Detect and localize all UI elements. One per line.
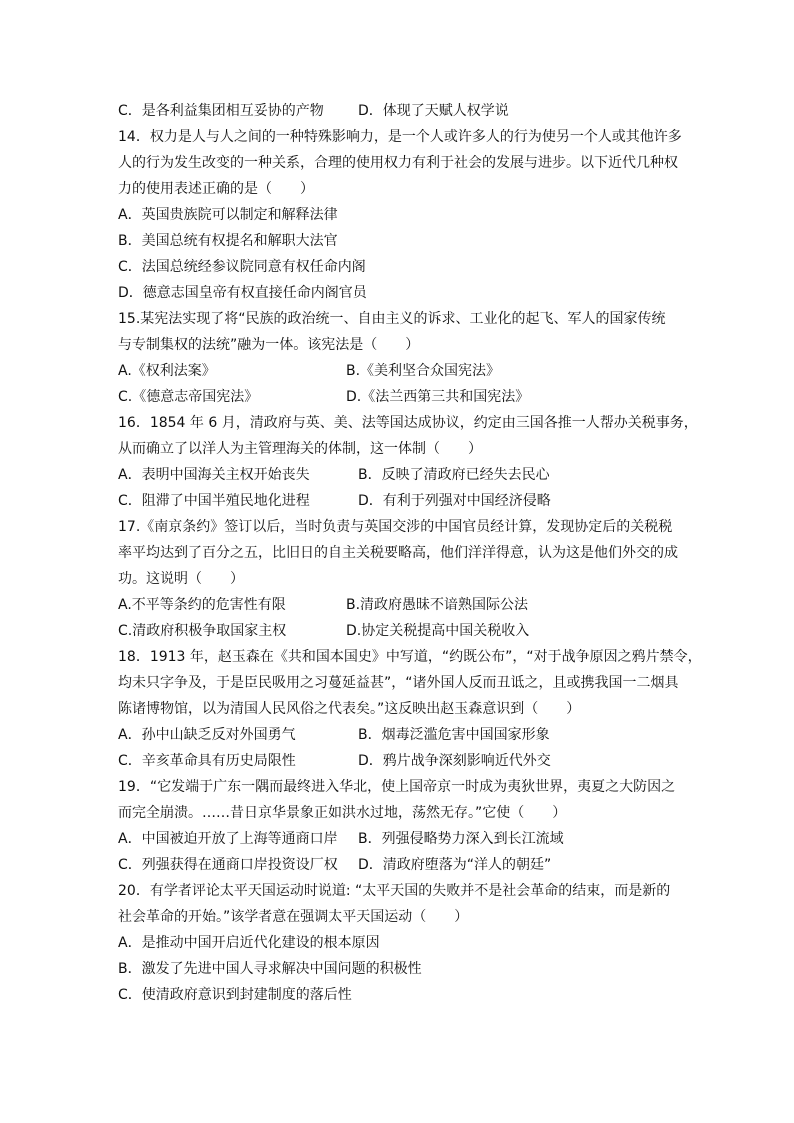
option: D.《法兰西第三共和国宪法》 — [346, 389, 530, 405]
option-row — [118, 826, 678, 852]
option: D．清政府堕落为“洋人的朝廷” — [358, 857, 552, 873]
question-stem-line: 19．“它发端于广东一隅而最终进入华北，使上国帝京一时成为夷狄世界，夷夏之大防因之 — [118, 779, 676, 795]
option-row — [118, 462, 678, 488]
question-stem-line: 18．1913 年，赵玉森在《共和国本国史》中写道，“约既公布”，“对于战争原因之鸦片禁令， — [118, 649, 702, 665]
option: D．德意志国皇帝有权直接任命内阁官员 — [118, 285, 367, 301]
option-c: C．是各利益集团相互妥协的产物 — [118, 103, 324, 119]
question-stem-line: 15.某宪法实现了将“民族的政治统一、自由主义的诉求、工业化的起飞、军人的国家传统 — [118, 311, 666, 327]
option: D．有利于列强对中国经济侵略 — [358, 493, 551, 509]
option: A．中国被迫开放了上海等通商口岸 — [118, 831, 338, 847]
question-stem-line: 均未只字争及，于是臣民吸用之习蔓延益甚”，“诸外国人反而丑诋之，且或携我国一二烟具 — [118, 675, 679, 691]
option-row — [118, 748, 678, 774]
option-row — [118, 956, 678, 982]
question-q18 — [118, 644, 702, 774]
option: A．表明中国海关主权开始丧失 — [118, 467, 310, 483]
option: B．列强侵略势力深入到长江流域 — [358, 831, 564, 847]
option: A．孙中山缺乏反对外国勇气 — [118, 727, 296, 743]
option-row — [118, 722, 678, 748]
question-stem-line: 20．有学者评论太平天国运动时说道: “太平天国的失败并不是社会革命的结束，而是新的 — [118, 883, 671, 899]
option-d: D．体现了天赋人权学说 — [358, 103, 509, 119]
question-q20 — [118, 878, 678, 1008]
option-row — [118, 592, 678, 618]
question-q17 — [118, 514, 678, 644]
option: A.《权利法案》 — [118, 363, 216, 379]
question-stem-line: 从而确立了以洋人为主管理海关的体制，这一体制（ ） — [118, 441, 482, 457]
option: A.不平等条约的危害性有限 — [118, 597, 286, 613]
option: C.清政府积极争取国家主权 — [118, 623, 287, 639]
option: B．美国总统有权提名和解职大法官 — [118, 233, 338, 249]
page-content — [118, 98, 702, 1008]
question-stem-line: 而完全崩溃。……昔日京华景象正如洪水过地，荡然无存。”它使（ ） — [118, 805, 567, 821]
question-stem-line: 14．权力是人与人之间的一种特殊影响力，是一个人或许多人的行为使另一个人或其他许多 — [118, 129, 682, 145]
option-row — [118, 488, 678, 514]
option: A．是推动中国开启近代化建设的根本原因 — [118, 935, 380, 951]
option-row — [118, 982, 678, 1008]
option-row — [118, 618, 678, 644]
question-stem-line: 率平均达到了百分之五，比旧日的自主关税要略高，他们洋洋得意，认为这是他们外交的成 — [118, 545, 678, 561]
option: C．法国总统经参议院同意有权任命内阁 — [118, 259, 366, 275]
option: D．鸦片战争深刻影响近代外交 — [358, 753, 551, 769]
option-row — [118, 280, 678, 306]
option-row — [118, 254, 678, 280]
option: C．辛亥革命具有历史局限性 — [118, 753, 296, 769]
prev-options-row — [118, 98, 678, 124]
question-q16 — [118, 410, 698, 514]
question-stem-line: 社会革命的开始。”该学者意在强调太平天国运动（ ） — [118, 909, 469, 925]
option: C.《德意志帝国宪法》 — [118, 389, 259, 405]
option: B．烟毒泛滥危害中国国家形象 — [358, 727, 550, 743]
option-row — [118, 930, 678, 956]
question-q19 — [118, 774, 678, 878]
option: B．激发了先进中国人寻求解决中国问题的积极性 — [118, 961, 422, 977]
question-stem-line: 力的使用表述正确的是（ ） — [118, 181, 314, 197]
question-stem-line: 与专制集权的法统”融为一体。该宪法是（ ） — [118, 337, 420, 353]
option: C．使清政府意识到封建制度的落后性 — [118, 987, 352, 1003]
option: A．英国贵族院可以制定和解释法律 — [118, 207, 338, 223]
option-row — [118, 358, 678, 384]
question-stem-line: 功。这说明（ ） — [118, 571, 244, 587]
question-stem-line: 陈诸博物馆，以为清国人民风俗之代表矣。”这反映出赵玉森意识到（ ） — [118, 701, 581, 717]
question-stem-line: 人的行为发生改变的一种关系，合理的使用权力有利于社会的发展与进步。以下近代几种权 — [118, 155, 678, 171]
option: B．反映了清政府已经失去民心 — [358, 467, 550, 483]
question-stem-line: 16．1854 年 6 月，清政府与英、美、法等国达成协议，约定由三国各推一人帮办关税事务， — [118, 415, 698, 431]
option-row — [118, 852, 678, 878]
option: C．阻滞了中国半殖民地化进程 — [118, 493, 310, 509]
option: B.《美利坚合众国宪法》 — [346, 363, 501, 379]
option-row — [118, 384, 678, 410]
question-q14 — [118, 124, 682, 306]
option-row — [118, 228, 678, 254]
option: B.清政府愚昧不谙熟国际公法 — [346, 597, 529, 613]
question-q15 — [118, 306, 678, 410]
question-stem-line: 17.《南京条约》签订以后，当时负责与英国交涉的中国官员经计算，发现协定后的关税税 — [118, 519, 673, 535]
option: C．列强获得在通商口岸投资设厂权 — [118, 857, 338, 873]
option: D.协定关税提高中国关税收入 — [346, 623, 530, 639]
option-row — [118, 202, 678, 228]
